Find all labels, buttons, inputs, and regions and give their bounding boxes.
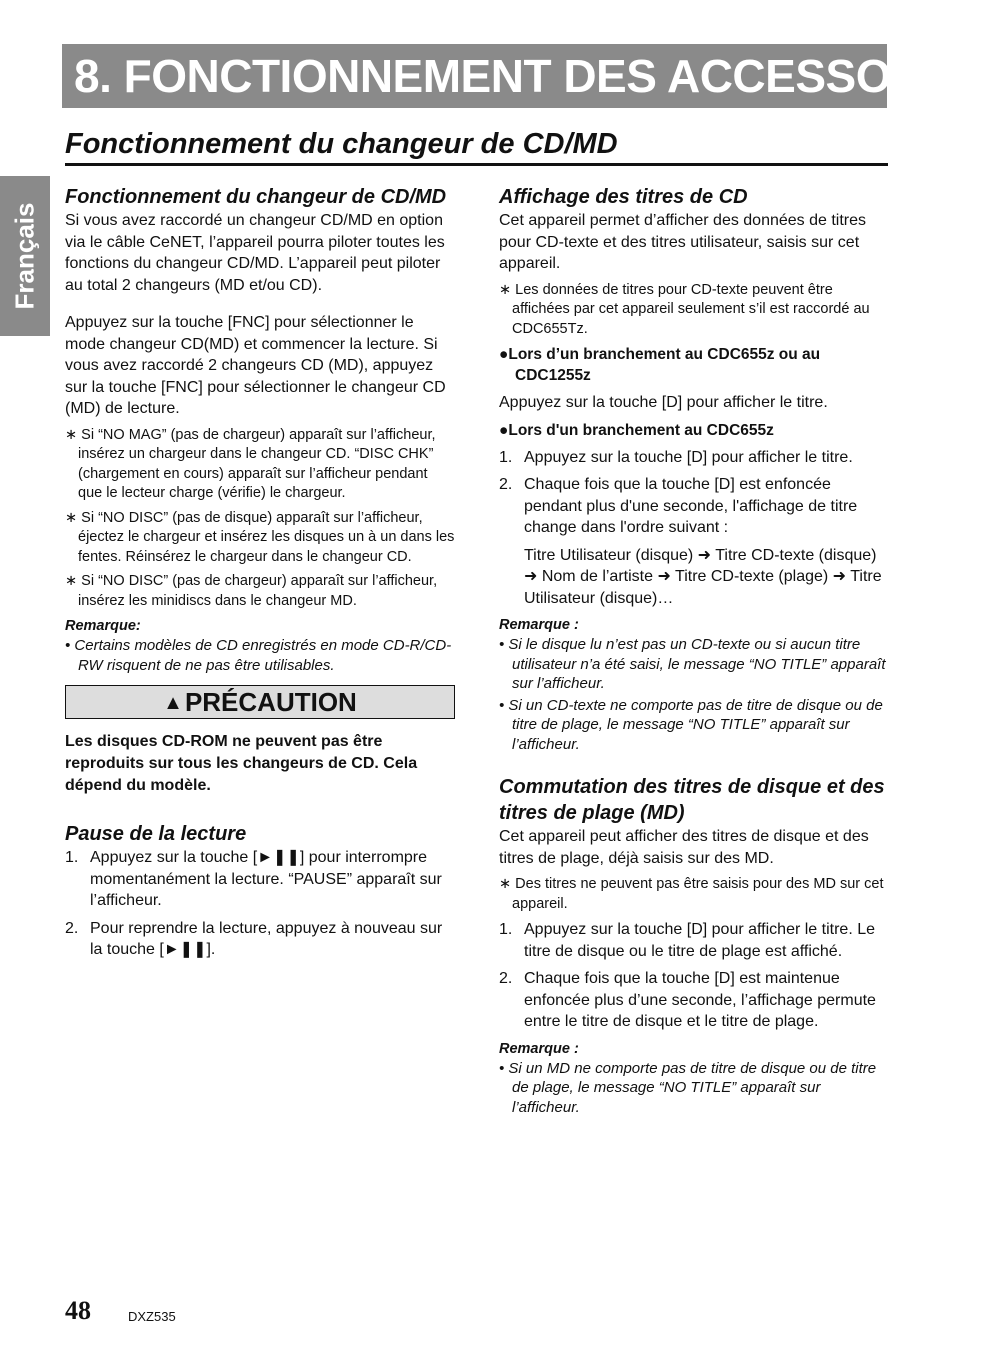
language-tab xyxy=(0,176,50,336)
chapter-banner: 8. FONCTIONNEMENT DES ACCESSOIRES xyxy=(62,44,887,108)
note: ∗ Les données de titres pour CD-texte peuvent être affichées par cet appareil seulement s’il est raccordé au CDC655Tz. xyxy=(499,281,870,337)
caution-text: Les disques CD-ROM ne peuvent pas être reproduits sur tous les changeurs de CD. Cela dépend du modèle. xyxy=(65,733,418,794)
bullet-heading: ●Lors d'un branchement au CDC655z xyxy=(499,421,774,439)
list-item: 2. Chaque fois que la touche [D] est enfoncée pendant plus d'une seconde, l'affichage de titre change dans l'ordre suivant : xyxy=(499,476,858,536)
paragraph: Si vous avez raccordé un changeur CD/MD en option via le câble CeNET, l’appareil pourra piloter toutes les fonctions du changeur CD/MD. L’appareil peut piloter au total 2 changeurs (MD et/ou CD). xyxy=(65,212,445,294)
caution-box xyxy=(65,685,455,719)
model-number: DXZ535 xyxy=(128,1309,176,1324)
heading-cd-titles: Affichage des titres de CD xyxy=(499,186,748,208)
list-item: 1. Appuyez sur la touche [D] pour afficher le titre. Le titre de disque ou le titre de plage est affiché. xyxy=(499,921,876,960)
list-item: 1. Appuyez sur la touche [D] pour afficher le titre. xyxy=(499,448,853,466)
note: ∗ Si “NO DISC” (pas de disque) apparaît sur l’afficheur, éjectez le chargeur et insérez les disques un à un dans les fentes. Réinsérez le chargeur dans le changeur CD. xyxy=(65,509,455,565)
remark-label: Remarque: xyxy=(65,618,141,634)
remark-label: Remarque : xyxy=(499,1040,579,1057)
remark-item: • Si le disque lu n’est pas un CD-texte ou si aucun titre utilisateur n’a été saisi, le message “NO TITLE” apparaît sur l’afficheur. xyxy=(499,636,886,692)
note: ∗ Si “NO MAG” (pas de chargeur) apparaît sur l’afficheur, insérez un chargeur dans le changeur CD. “DISC CHK” (chargement en cours) apparaît sur l’afficheur pendant que le lecteur charge (vérifie) le chargeur. xyxy=(65,426,436,501)
left-column xyxy=(65,184,455,967)
section-title: Fonctionnement du changeur de CD/MD xyxy=(65,124,888,166)
heading-md-titles: Commutation des titres de disque et des titres de plage (MD) xyxy=(499,776,885,824)
note: ∗ Si “NO DISC” (pas de chargeur) apparaît sur l’afficheur, insérez les minidiscs dans le changeur MD. xyxy=(65,573,438,609)
heading-changer-operation: Fonctionnement du changeur de CD/MD xyxy=(65,186,447,208)
language-tab-label: Français xyxy=(9,202,40,310)
list-item: 1. Appuyez sur la touche [►❚❚] pour interrompre momentanément la lecture. “PAUSE” apparaît sur l’afficheur. xyxy=(65,849,442,909)
caution-title: PRÉCAUTION xyxy=(184,687,357,717)
remark-item: • Si un CD-texte ne comporte pas de titre de disque ou de titre de plage, le message “NO TITLE” apparaît sur l’afficheur. xyxy=(499,696,883,753)
md-steps xyxy=(499,919,891,1033)
paragraph: Cet appareil permet d’afficher des données de titres pour CD-texte et des titres utilisateur, saisis sur cet appareil. xyxy=(499,212,867,272)
paragraph: Appuyez sur la touche [D] pour afficher le titre. xyxy=(499,394,828,411)
remark-label: Remarque : xyxy=(499,617,579,633)
paragraph: Appuyez sur la touche [FNC] pour sélectionner le mode changeur CD(MD) et commencer la lecture. Si vous avez raccordé 2 changeurs CD (MD), appuyez sur la touche [FNC] pour sélectionner le changeur CD (MD) de lecture. xyxy=(65,314,446,417)
title-steps xyxy=(499,447,891,539)
list-item: 2. Pour reprendre la lecture, appuyez à nouveau sur la touche [►❚❚]. xyxy=(65,919,443,958)
title-sequence: Titre Utilisateur (disque) ➜ Titre CD-texte (disque) ➜ Nom de l’artiste ➜ Titre CD-texte (plage) ➜ Titre Utilisateur (disque)… xyxy=(524,546,882,607)
note: ∗ Des titres ne peuvent pas être saisis pour des MD sur cet appareil. xyxy=(499,876,884,912)
bullet-heading: ●Lors d’un branchement au CDC655z ou au CDC1255z xyxy=(499,346,821,384)
paragraph: Cet appareil peut afficher des titres de disque et des titres de plage, déjà saisis sur des MD. xyxy=(499,828,869,867)
page-number: 48 xyxy=(65,1296,91,1325)
pause-steps xyxy=(65,847,455,961)
warning-icon: ▲ xyxy=(163,692,183,714)
list-item: 2. Chaque fois que la touche [D] est maintenue enfoncée plus d’une seconde, l’affichage permute entre le titre de disque et le titre de plage. xyxy=(499,970,876,1030)
right-column xyxy=(499,184,891,1119)
heading-pause: Pause de la lecture xyxy=(65,823,247,845)
remark-item: • Certains modèles de CD enregistrés en mode CD-R/CD-RW risquent de ne pas être utilisables. xyxy=(65,637,452,674)
remark-item: • Si un MD ne comporte pas de titre de disque ou de titre de plage, le message “NO TITLE” apparaît sur l’afficheur. xyxy=(499,1059,877,1116)
